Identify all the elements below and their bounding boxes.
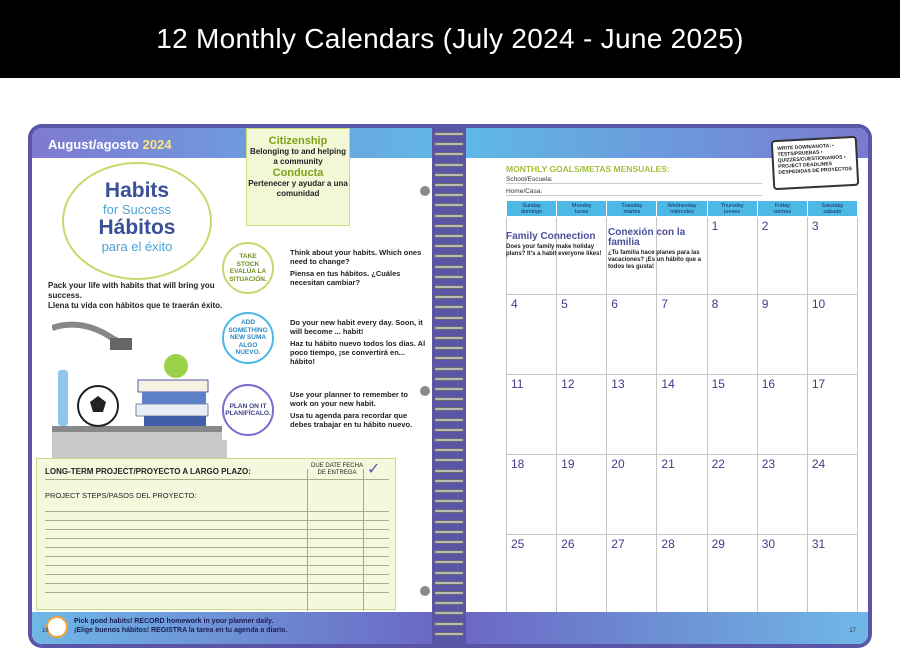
- calendar-day[interactable]: 27: [607, 535, 657, 615]
- coil: [434, 428, 464, 432]
- citizenship-box: [246, 128, 350, 226]
- page-banner: [0, 0, 900, 78]
- coil: [434, 265, 464, 269]
- step-text: Use your planner to remember to work on your new habit. Usa tu agenda para recordar que debes trabajar en tu hábito nuevo.: [290, 390, 413, 429]
- coil: [434, 530, 464, 534]
- coil: [434, 152, 464, 156]
- calendar-day[interactable]: 23: [757, 455, 807, 535]
- right-page: [466, 128, 868, 644]
- coil: [434, 132, 464, 136]
- coil: [434, 469, 464, 473]
- day-header: Monday lunes: [557, 201, 607, 217]
- coil: [434, 316, 464, 320]
- coil: [434, 173, 464, 177]
- coil: [434, 244, 464, 248]
- coil: [434, 214, 464, 218]
- step-plan: [222, 384, 427, 440]
- footer-text: Pick good habits! RECORD homework in your planner daily. ¡Elige buenos hábitos! REGISTRA la tarea en tu agenda a diario.: [74, 618, 288, 634]
- coil: [434, 458, 464, 462]
- coil: [434, 509, 464, 513]
- home-line[interactable]: Home/Casa:: [506, 188, 762, 196]
- coil: [434, 418, 464, 422]
- project-steps-label: PROJECT STEPS/PASOS DEL PROYECTO:: [45, 491, 197, 500]
- day-header: Sunday domingo: [507, 201, 557, 217]
- day-header: Friday viernes: [757, 201, 807, 217]
- coil: [434, 499, 464, 503]
- coil: [434, 285, 464, 289]
- day-header: Tuesday martes: [607, 201, 657, 217]
- citizenship-desc: Belonging to and helping a community: [250, 147, 346, 166]
- conducta-desc: Pertenecer y ayudar a una comunidad: [248, 179, 348, 198]
- coil: [434, 581, 464, 585]
- day-header: Thursday jueves: [707, 201, 757, 217]
- calendar-day[interactable]: 26: [557, 535, 607, 615]
- goals-title: MONTHLY GOALS/METAS MENSUALES:: [506, 164, 670, 174]
- coil: [434, 489, 464, 493]
- coil: [434, 591, 464, 595]
- intro-text: Pack your life with habits that will bring you success. Llena tu vida con hábitos que te traerán éxito.: [48, 281, 223, 310]
- coil: [434, 254, 464, 258]
- coil: [434, 611, 464, 615]
- habits-title: Habits for Success Hábitos para el éxito: [62, 162, 212, 280]
- add-new-circle: ADD SOMETHING NEW SUMA ALGO NUEVO.: [222, 312, 274, 364]
- calendar-week: [507, 295, 858, 375]
- coil: [434, 377, 464, 381]
- coil: [434, 275, 464, 279]
- plan-circle: PLAN ON IT PLANIFÍCALO.: [222, 384, 274, 436]
- coil: [434, 336, 464, 340]
- coil: [434, 438, 464, 442]
- calendar-day[interactable]: 28: [657, 535, 707, 615]
- calendar-day[interactable]: 21: [657, 455, 707, 535]
- coil: [434, 356, 464, 360]
- calendar-day[interactable]: 29: [707, 535, 757, 615]
- coil: [434, 367, 464, 371]
- binder-hole: [420, 586, 430, 596]
- left-header: [32, 128, 432, 158]
- calendar-day[interactable]: 17: [807, 375, 857, 455]
- calendar-week: [507, 455, 858, 535]
- calendar-day[interactable]: 11: [507, 375, 557, 455]
- conducta-title: Conducta: [272, 167, 324, 179]
- calendar-day[interactable]: 9: [757, 295, 807, 375]
- calendar-day[interactable]: 12: [557, 375, 607, 455]
- calendar-day[interactable]: 22: [707, 455, 757, 535]
- coil: [434, 387, 464, 391]
- coil: [434, 632, 464, 636]
- calendar-day[interactable]: 31: [807, 535, 857, 615]
- calendar-day[interactable]: 14: [657, 375, 707, 455]
- coil: [434, 397, 464, 401]
- calendar-day[interactable]: 1: [707, 217, 757, 295]
- day-header: Wednesday miércoles: [657, 201, 707, 217]
- coil: [434, 326, 464, 330]
- coil: [434, 295, 464, 299]
- calendar-day[interactable]: 19: [557, 455, 607, 535]
- coil: [434, 622, 464, 626]
- day-header: Saturday sábado: [807, 201, 857, 217]
- family-connection-en: Family Connection Does your family make holiday plans? It's a habit everyone likes!: [506, 231, 602, 257]
- coil: [434, 601, 464, 605]
- project-box: [36, 458, 396, 610]
- step-text: Think about your habits. Which ones need to change? Piensa en tus hábitos. ¿Cuáles necesitan cambiar?: [290, 248, 422, 287]
- coil: [434, 234, 464, 238]
- family-connection-es: Conexión con la familia ¿Tu familia hace planes para las vacaciones? ¡Es un hábito que a todos les gusta!: [608, 227, 702, 270]
- coil: [434, 163, 464, 167]
- calendar-day[interactable]: 7: [657, 295, 707, 375]
- step-take-stock: [222, 242, 427, 298]
- coil: [434, 407, 464, 411]
- coil: [434, 224, 464, 228]
- left-page: [32, 128, 432, 644]
- step-text: Do your new habit every day. Soon, it will become ... habit! Haz tu hábito nuevo todos los días. Al poco tiempo, ¡se convertirá en... hábito!: [290, 318, 426, 366]
- binder-hole: [420, 186, 430, 196]
- coil: [434, 305, 464, 309]
- school-line[interactable]: School/Escuela:: [506, 176, 762, 184]
- calendar-day[interactable]: 24: [807, 455, 857, 535]
- project-lines[interactable]: [45, 503, 389, 593]
- due-date-label: DUE DATE FECHA DE ENTREGA: [311, 463, 363, 476]
- calendar-day[interactable]: 6: [607, 295, 657, 375]
- coil: [434, 346, 464, 350]
- calendar-day[interactable]: 3: [807, 217, 857, 295]
- step-add-new: [222, 312, 427, 368]
- calendar-day[interactable]: 13: [607, 375, 657, 455]
- calendar-day[interactable]: 20: [607, 455, 657, 535]
- coil: [434, 183, 464, 187]
- coil: [434, 479, 464, 483]
- page-number-left: 16: [42, 628, 49, 634]
- calendar-day[interactable]: 5: [557, 295, 607, 375]
- right-footer: [466, 612, 868, 644]
- banner-title: 12 Monthly Calendars (July 2024 - June 2025): [156, 23, 744, 54]
- calendar-day[interactable]: 8: [707, 295, 757, 375]
- calendar-day[interactable]: 25: [507, 535, 557, 615]
- calendar-week: [507, 535, 858, 615]
- calendar-week: [507, 375, 858, 455]
- coil: [434, 520, 464, 524]
- coil: [434, 448, 464, 452]
- binder-hole: [420, 386, 430, 396]
- calendar-day[interactable]: 18: [507, 455, 557, 535]
- calendar-day[interactable]: 2: [757, 217, 807, 295]
- project-title: LONG-TERM PROJECT/PROYECTO A LARGO PLAZO:: [45, 467, 251, 476]
- logo-icon: [46, 616, 68, 638]
- take-stock-circle: TAKE STOCK EVALÚA LA SITUACIÓN.: [222, 242, 274, 294]
- write-down-box: WRITE DOWN/ANOTA: • TESTS/PRUEBAS • QUIZZES/CUESTIONARIOS • PROJECT DEADLINES DESPEDIDAS DE PROYECTOS: [771, 136, 859, 190]
- coil: [434, 193, 464, 197]
- calendar-day[interactable]: 15: [707, 375, 757, 455]
- coil: [434, 560, 464, 564]
- coil: [434, 571, 464, 575]
- left-footer: [32, 612, 432, 644]
- spiral-binding: [432, 124, 466, 648]
- calendar-day[interactable]: 10: [807, 295, 857, 375]
- illustration: [52, 318, 227, 458]
- coil: [434, 550, 464, 554]
- citizenship-title: Citizenship: [268, 135, 328, 147]
- coil: [434, 540, 464, 544]
- calendar-day[interactable]: 30: [757, 535, 807, 615]
- calendar-day[interactable]: 16: [757, 375, 807, 455]
- check-icon: ✓: [367, 461, 381, 478]
- coil: [434, 142, 464, 146]
- month-title: August/agosto 2024: [48, 137, 172, 152]
- coil: [434, 203, 464, 207]
- calendar-day[interactable]: 4: [507, 295, 557, 375]
- page-number-right: 17: [849, 628, 856, 634]
